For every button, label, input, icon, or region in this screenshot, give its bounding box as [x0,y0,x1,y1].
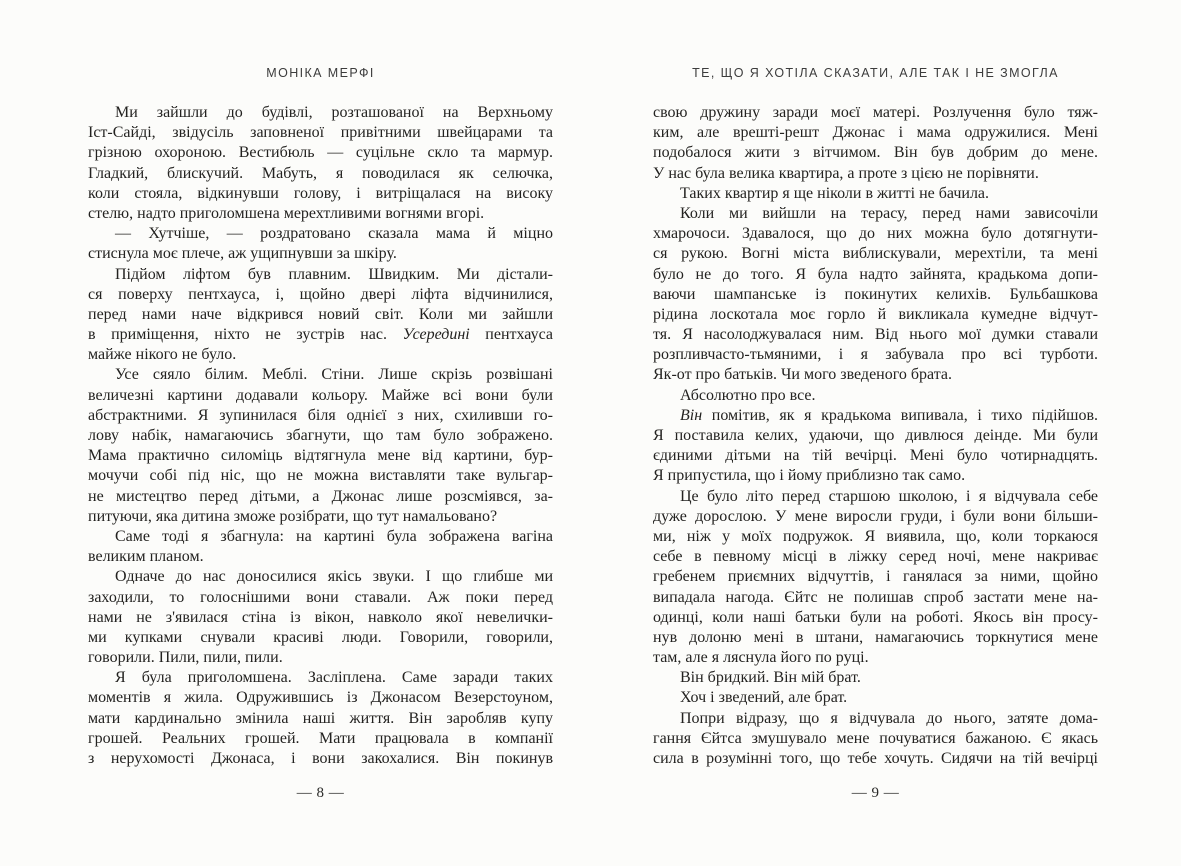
text-line: одинці, коли наші батьки були на роботі. Якось він просу- [653,608,1098,626]
text-line: подобалося жити з вітчимом. Він був добрим до мене. [653,144,1098,162]
text-line: ся рукою. Вогні міста виблискували, мерехтіли, та мені [653,245,1098,263]
text-line: Я була приголомшена. Засліплена. Саме заради таких [115,669,553,687]
text-line: нув долоню мені в штани, намагаючись торкнутися мене [653,628,1098,646]
text-line: Гладкий, блискучий. Мабуть, я поводилася як селючка, [88,164,553,182]
text-line: в приміщення, ніхто не зустрів нас. Усередині пентхауса [88,326,553,344]
text-line: говорили. Пили, пили, пили. [88,649,283,667]
text-line: абстрактними. Я зупинилася біля однієї з них, схиливши го- [88,406,553,424]
text-line: Іст-Сайді, звідусіль заповненої привітними швейцарами та [88,124,553,142]
text-line: стиснула моє плече, аж ущипнувши за шкіру. [88,245,397,263]
text-line: з нерухомості Джонаса, і вони закохалися. Він покинув [88,750,553,767]
text-line: нами не з'явилася стіна із вікон, навколо якої невелички- [88,608,553,626]
text-line: лову набік, намагаючись збагнути, що там було зображено. [88,427,553,444]
text-line: ким, але врешті-решт Джонас і мама одружилися. Мені [653,124,1098,142]
text-line: випадала нагода. Єйтс не полишав спроб застати мене на- [653,588,1098,606]
text-line: ми, ніж у моїх подружок. Я виявила, що, коли торкаюся [653,527,1098,545]
left-running-head: МОНІКА МЕРФІ [266,66,375,80]
text-line: великим планом. [88,548,204,566]
text-line: рідина лоскотала моє горло й викликала кумедне відчут- [653,305,1098,323]
text-line: сила в розумінні того, що тебе хочуть. Сидячи на тій вечірці [653,750,1098,767]
text-line: себе в певному місці в ліжку серед ночі, мене накриває [653,548,1098,566]
right-running-head: ТЕ, ЩО Я ХОТІЛА СКАЗАТИ, АЛЕ ТАК І НЕ ЗМОГЛА [692,66,1059,80]
text-line: мати кардинально змінила наші життя. Він заробляв купу [88,709,553,727]
text-line: свою дружину заради моєї матері. Розлучення було тяж- [653,104,1098,121]
left-text-block [88,103,553,769]
text-line: Підйом ліфтом був плавним. Швидким. Ми дістали- [115,265,553,283]
text-line: заходили, то голоснішими вони ставали. Аж поки перед [88,588,553,606]
text-line: — Хутчіше, — роздратовано сказала мама й міцно [115,225,553,243]
text-line: У нас була велика квартира, а проте з цією не порівняти. [653,164,1039,182]
left-page-number: — 8 — [296,785,345,801]
text-line: Я припустила, що і йому приблизно так само. [653,467,966,485]
text-line: не мистецтво перед дітьми, а Джонас лише розсміявся, за- [88,487,553,505]
text-line: стелю, надто приголомшена мерехтливими вогнями вгорі. [88,204,485,222]
text-line: моментів я жила. Одружившись із Джонасом Везерстоуном, [88,689,553,707]
text-line: було не до того. Я була надто зайнята, крадькома допи- [653,265,1098,283]
text-line: ми купками снували красиві люди. Говорили, говорили, [88,628,553,646]
text-line: розпливчасто-тьмяними, і я забувала про всі турботи. [653,346,1098,364]
text-line: тя. Я насолоджувалася ним. Від нього мої думки ставали [653,326,1098,344]
text-line: перед нами наче відкрився новий світ. Коли ми зайшли [88,305,553,323]
text-line: дуже дорослою. У мене виросли груди, і були вони більши- [653,507,1098,525]
text-line: Таких квартир я ще ніколи в житті не бачила. [680,184,990,202]
text-line: гання Єйтса змушувало мене почуватися бажаною. Є якась [653,729,1098,747]
text-line: Абсолютно про все. [680,386,816,404]
text-line: Усе сяяло білим. Меблі. Стіни. Лише скрізь розвішані [115,366,553,384]
text-line: єдиними дітьми на тій вечірці. Мені було чотирнадцять. [653,447,1098,465]
text-line: грошей. Реальних грошей. Мати працювала в компанії [88,729,553,747]
text-line: Він бридкий. Він мій брат. [680,669,861,687]
right-page-number: — 9 — [851,785,900,801]
text-line: Саме тоді я збагнула: на картині була зображена вагіна [115,527,553,545]
text-line: хмарочоси. Здавалося, що до них можна було дотягнути- [653,225,1098,243]
text-line: майже нікого не було. [88,346,237,364]
text-line: питуючи, яка дитина зможе розібрати, що тут намальовано? [88,507,498,525]
text-line: коли стояла, відкинувши голову, і витріщалася на високу [88,184,553,202]
text-line: Ми зайшли до будівлі, розташованої на Верхньому [115,104,553,121]
text-line: Попри відразу, що я відчувала до нього, затяте дома- [680,709,1098,727]
text-line: величезні картини додавали кольору. Майже всі вони були [88,386,553,404]
text-line: Я поставила келих, удаючи, що дивлюся деінде. Ми були [653,427,1098,444]
text-line: грізною охороною. Вестибюль — суцільне скло та мармур. [88,144,553,162]
text-line: Він помітив, як я крадькома випивала, і тихо підійшов. [680,406,1098,424]
text-line: Як-от про батьків. Чи мого зведеного брата. [653,366,953,384]
text-line: Одначе до нас доносилися якісь звуки. І що глибше ми [115,568,553,586]
text-line: гребенем приємних відчуттів, і ганялася за ними, щойно [653,568,1098,586]
text-line: Це було літо перед старшою школою, і я відчувала себе [680,487,1098,505]
text-line: ваючи шампанське із покинутих келихів. Бульбашкова [653,285,1098,303]
right-text-block [653,103,1098,769]
text-line: ся поверху пентхауса, і, щойно двері ліфта відчинилися, [88,285,553,303]
text-line: мочучи собі під ніс, що не можна виставляти таке вульгар- [88,467,553,485]
text-line: Коли ми вийшли на терасу, перед нами зависочіли [680,204,1098,222]
text-line: там, але я ляснула його по руці. [653,649,869,667]
text-line: Хоч і зведений, але брат. [680,689,848,707]
text-line: Мама практично силоміць відтягнула мене від картини, бур- [88,447,553,465]
